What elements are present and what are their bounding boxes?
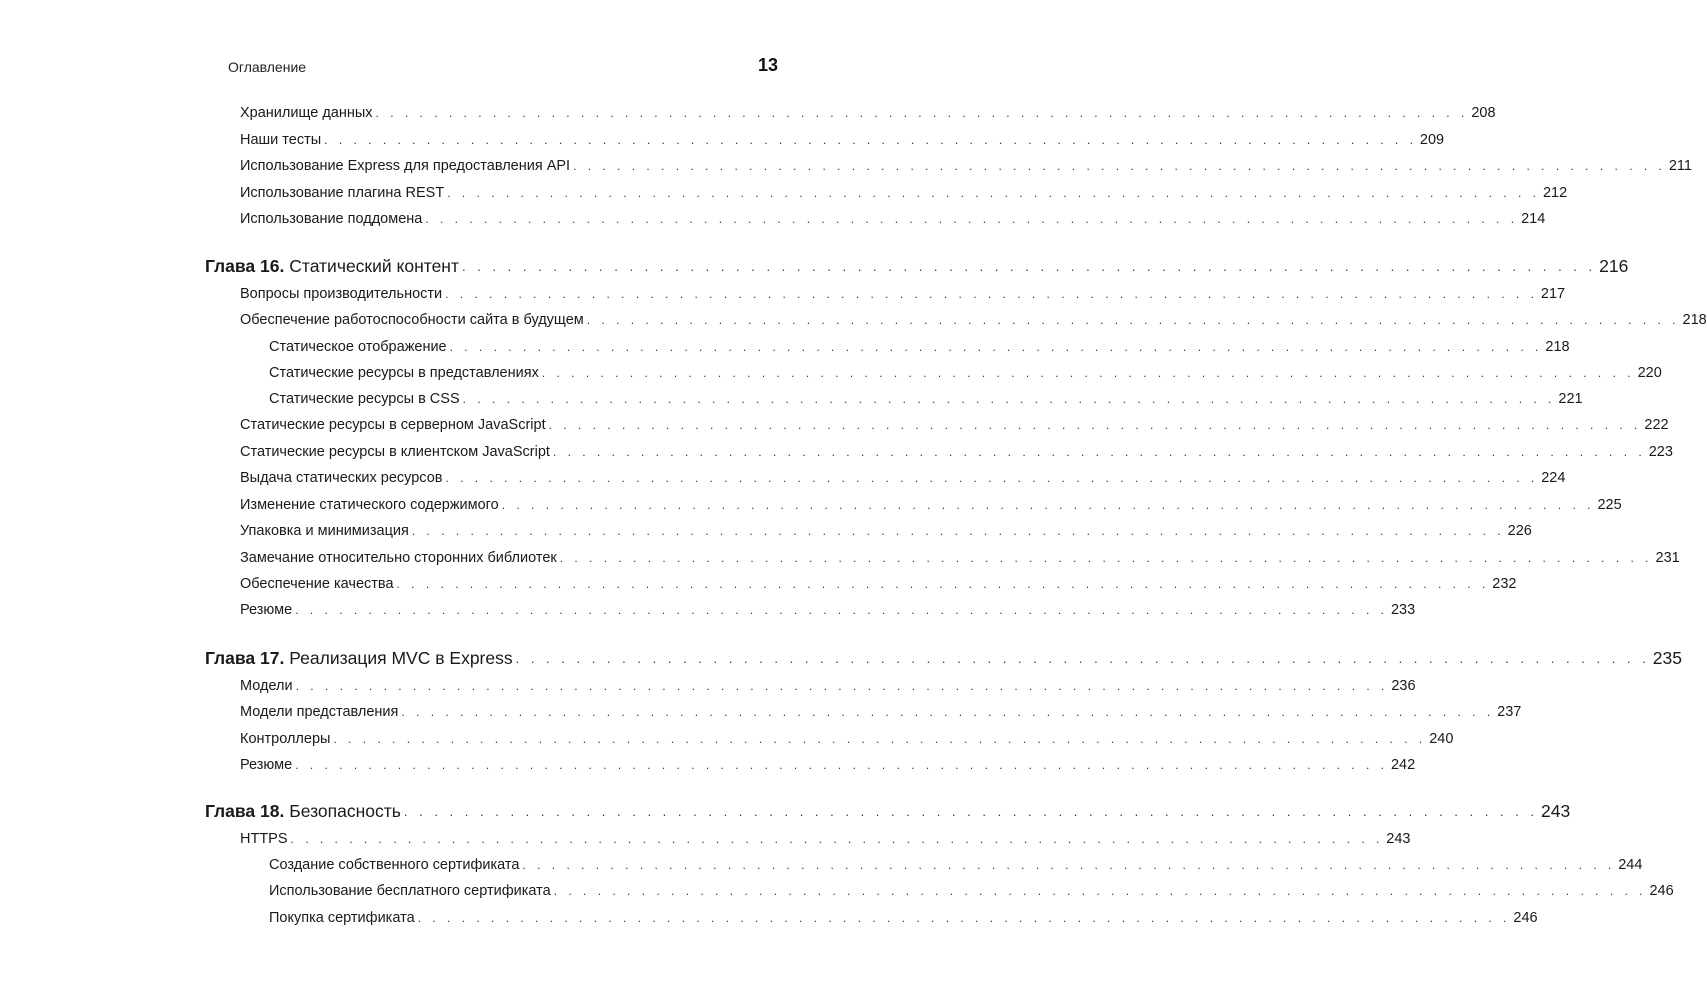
toc-chapter-16[interactable] — [205, 253, 1629, 277]
dot-leader: . . . . . . . . . . . . . . . . . . . . . . . . . . . . . . . . . . . . . . . . . . . . . . . . . . . . . . . . . . . . . . . . . . . . . . . . . . . — [295, 603, 1388, 617]
dot-leader: . . . . . . . . . . . . . . . . . . . . . . . . . . . . . . . . . . . . . . . . . . . . . . . . . . . . . . . . . . . . . . . . . . . . . . . . . . . — [295, 679, 1389, 693]
toc-entry-title: Статические ресурсы в клиентском JavaScript — [240, 444, 550, 460]
chapter-label: Глава 18. — [205, 801, 285, 821]
toc-entry-page: 212 — [1542, 185, 1568, 201]
toc-entry-title: Статические ресурсы в серверном JavaScript — [240, 417, 546, 433]
toc-entry-own-certificate[interactable] — [269, 852, 1643, 874]
toc-entry-title: Создание собственного сертификата — [269, 857, 520, 873]
toc-entry-https[interactable] — [240, 826, 1411, 848]
toc-entry-static-server-js[interactable] — [240, 412, 1669, 434]
dot-leader: . . . . . . . . . . . . . . . . . . . . . . . . . . . . . . . . . . . . . . . . . . . . . . . . . . . . . . . . . . . . . . . . . . . . . . . . . . . — [445, 471, 1539, 485]
toc-chapter-18[interactable] — [205, 798, 1571, 822]
toc-entry-title: Статические ресурсы в CSS — [269, 391, 460, 407]
dot-leader: . . . . . . . . . . . . . . . . . . . . . . . . . . . . . . . . . . . . . . . . . . . . . . . . . . . . . . . . . . . . . . . . . . . . . . . . . . . — [375, 106, 1469, 120]
toc-entry-page: 235 — [1652, 648, 1682, 668]
toc-entry-performance[interactable] — [240, 281, 1566, 303]
toc-entry-title: Использование бесплатного сертификата — [269, 883, 551, 899]
toc-entry-page: 240 — [1429, 731, 1454, 747]
dot-leader: . . . . . . . . . . . . . . . . . . . . . . . . . . . . . . . . . . . . . . . . . . . . . . . . . . . . . . . . . . . . . . . . . . . . . . . . . . . — [522, 858, 1616, 872]
dot-leader: . . . . . . . . . . . . . . . . . . . . . . . . . . . . . . . . . . . . . . . . . . . . . . . . . . . . . . . . . . . . . . . . . . . . . . . . . . . — [501, 498, 1595, 512]
dot-leader: . . . . . . . . . . . . . . . . . . . . . . . . . . . . . . . . . . . . . . . . . . . . . . . . . . . . . . . . . . . . . . . . . . . . . . . . . . . — [541, 366, 1635, 380]
toc-entry-page: 222 — [1644, 417, 1669, 433]
dot-leader: . . . . . . . . . . . . . . . . . . . . . . . . . . . . . . . . . . . . . . . . . . . . . . . . . . . . . . . . . . . . . . . . . . . . . . . . . . . — [461, 259, 1597, 274]
dot-leader: . . . . . . . . . . . . . . . . . . . . . . . . . . . . . . . . . . . . . . . . . . . . . . . . . . . . . . . . . . . . . . . . . . . . . . . . . . . — [462, 392, 1556, 406]
toc-entry-title: HTTPS — [240, 831, 288, 847]
toc-entry-title: Покупка сертификата — [269, 910, 415, 926]
toc-entry-page: 226 — [1507, 523, 1532, 539]
toc-entry-page: 233 — [1390, 602, 1416, 618]
toc-entry-title: Выдача статических ресурсов — [240, 470, 443, 486]
toc-entry-future-proofing[interactable] — [240, 307, 1707, 329]
dot-leader: . . . . . . . . . . . . . . . . . . . . . . . . . . . . . . . . . . . . . . . . . . . . . . . . . . . . . . . . . . . . . . . . . . . . . . . . . . . — [417, 911, 1511, 925]
toc-entry-static-in-css[interactable] — [269, 386, 1583, 408]
toc-entry-title: Изменение статического содержимого — [240, 497, 499, 513]
toc-entry-page: 221 — [1558, 391, 1583, 407]
toc-entry-title: Использование Express для предоставления API — [240, 158, 571, 174]
toc-entry-title: Замечание относительно сторонних библиотек — [240, 550, 557, 566]
chapter-heading — [205, 801, 401, 822]
dot-leader: . . . . . . . . . . . . . . . . . . . . . . . . . . . . . . . . . . . . . . . . . . . . . . . . . . . . . . . . . . . . . . . . . . . . . . . . . . . — [515, 651, 1650, 666]
chapter-heading — [205, 648, 513, 669]
toc-entry-page: 216 — [1599, 256, 1629, 276]
toc-entry-page: 236 — [1391, 678, 1416, 694]
toc-entry-title: Модели — [240, 678, 293, 694]
toc-entry-page: 246 — [1513, 910, 1538, 926]
toc-entry-title: Статические ресурсы в представлениях — [269, 365, 539, 381]
dot-leader: . . . . . . . . . . . . . . . . . . . . . . . . . . . . . . . . . . . . . . . . . . . . . . . . . . . . . . . . . . . . . . . . . . . . . . . . . . . — [553, 884, 1647, 898]
toc-entry-title: Контроллеры — [240, 731, 331, 747]
dot-leader: . . . . . . . . . . . . . . . . . . . . . . . . . . . . . . . . . . . . . . . . . . . . . . . . . . . . . . . . . . . . . . . . . . . . . . . . . . . — [324, 133, 1417, 147]
toc-entry-title: Резюме — [240, 757, 293, 773]
toc-entry-page: 243 — [1386, 831, 1411, 847]
toc-entry-buy-certificate[interactable] — [269, 905, 1538, 927]
toc-entry-page: 211 — [1668, 158, 1692, 174]
dot-leader: . . . . . . . . . . . . . . . . . . . . . . . . . . . . . . . . . . . . . . . . . . . . . . . . . . . . . . . . . . . . . . . . . . . . . . . . . . . — [548, 418, 1642, 432]
dot-leader: . . . . . . . . . . . . . . . . . . . . . . . . . . . . . . . . . . . . . . . . . . . . . . . . . . . . . . . . . . . . . . . . . . . . . . . . . . . — [295, 758, 1388, 772]
toc-entry-title: Статическое отображение — [269, 339, 447, 355]
toc-entry-page: 242 — [1390, 757, 1416, 773]
toc-entry-page: 246 — [1649, 883, 1674, 899]
dot-leader: . . . . . . . . . . . . . . . . . . . . . . . . . . . . . . . . . . . . . . . . . . . . . . . . . . . . . . . . . . . . . . . . . . . . . . . . . . . — [401, 705, 1495, 719]
page-number: 13 — [757, 55, 778, 75]
toc-entry-page: 218 — [1682, 312, 1707, 328]
toc-entry-static-in-views[interactable] — [269, 360, 1662, 382]
chapter-heading — [205, 256, 459, 277]
toc-entry-page: 217 — [1540, 286, 1566, 302]
dot-leader: . . . . . . . . . . . . . . . . . . . . . . . . . . . . . . . . . . . . . . . . . . . . . . . . . . . . . . . . . . . . . . . . . . . . . . . . . . . — [447, 186, 1540, 200]
toc-entry-page: 231 — [1655, 550, 1680, 566]
toc-entry-title: Обеспечение работоспособности сайта в будущем — [240, 312, 584, 328]
toc-entry-bundling[interactable] — [240, 518, 1532, 540]
dot-leader: . . . . . . . . . . . . . . . . . . . . . . . . . . . . . . . . . . . . . . . . . . . . . . . . . . . . . . . . . . . . . . . . . . . . . . . . . . . — [403, 804, 1539, 819]
toc-entry-title: Хранилище данных — [240, 105, 373, 121]
toc-entry-static-mapping[interactable] — [269, 334, 1570, 356]
dot-leader: . . . . . . . . . . . . . . . . . . . . . . . . . . . . . . . . . . . . . . . . . . . . . . . . . . . . . . . . . . . . . . . . . . . . . . . . . . . — [445, 287, 1538, 301]
toc-entry-third-party[interactable] — [240, 545, 1680, 567]
toc-chapter-17[interactable] — [205, 645, 1682, 669]
toc-entry-page: 208 — [1471, 105, 1496, 121]
toc-entry-summary-16[interactable] — [240, 597, 1416, 619]
dot-leader: . . . . . . . . . . . . . . . . . . . . . . . . . . . . . . . . . . . . . . . . . . . . . . . . . . . . . . . . . . . . . . . . . . . . . . . . . . . — [573, 159, 1666, 173]
chapter-label: Глава 16. — [205, 256, 285, 276]
running-header: Оглавление — [228, 59, 307, 75]
dot-leader: . . . . . . . . . . . . . . . . . . . . . . . . . . . . . . . . . . . . . . . . . . . . . . . . . . . . . . . . . . . . . . . . . . . . . . . . . . . — [552, 445, 1646, 459]
toc-entry-changing-static[interactable] — [240, 492, 1622, 514]
toc-entry-title: Вопросы производительности — [240, 286, 443, 302]
toc-entry-title: Использование плагина REST — [240, 185, 445, 201]
toc-entry-title: Использование поддомена — [240, 211, 423, 227]
dot-leader: . . . . . . . . . . . . . . . . . . . . . . . . . . . . . . . . . . . . . . . . . . . . . . . . . . . . . . . . . . . . . . . . . . . . . . . . . . . — [290, 832, 1384, 846]
dot-leader: . . . . . . . . . . . . . . . . . . . . . . . . . . . . . . . . . . . . . . . . . . . . . . . . . . . . . . . . . . . . . . . . . . . . . . . . . . . — [559, 551, 1653, 565]
toc-entry-page: 209 — [1419, 132, 1445, 148]
dot-leader: . . . . . . . . . . . . . . . . . . . . . . . . . . . . . . . . . . . . . . . . . . . . . . . . . . . . . . . . . . . . . . . . . . . . . . . . . . . — [425, 212, 1519, 226]
toc-entry-page: 243 — [1541, 801, 1571, 821]
chapter-title: Статический контент — [289, 256, 459, 276]
toc-entry-view-models[interactable] — [240, 699, 1522, 721]
toc-entry-subdomain[interactable] — [240, 206, 1546, 228]
chapter-label: Глава 17. — [205, 648, 285, 668]
dot-leader: . . . . . . . . . . . . . . . . . . . . . . . . . . . . . . . . . . . . . . . . . . . . . . . . . . . . . . . . . . . . . . . . . . . . . . . . . . . — [411, 524, 1505, 538]
toc-entry-title: Упаковка и минимизация — [240, 523, 409, 539]
toc-entry-our-tests[interactable] — [240, 127, 1445, 149]
dot-leader: . . . . . . . . . . . . . . . . . . . . . . . . . . . . . . . . . . . . . . . . . . . . . . . . . . . . . . . . . . . . . . . . . . . . . . . . . . . — [333, 732, 1427, 746]
toc-entry-static-client-js[interactable] — [240, 439, 1673, 461]
toc-entry-title: Модели представления — [240, 704, 399, 720]
toc-entry-page: 224 — [1541, 470, 1566, 486]
toc-entry-page: 220 — [1637, 365, 1662, 381]
toc-entry-qa[interactable] — [240, 571, 1517, 593]
toc-entry-page: 237 — [1497, 704, 1522, 720]
toc-entry-models[interactable] — [240, 673, 1416, 695]
toc-entry-title: Обеспечение качества — [240, 576, 394, 592]
dot-leader: . . . . . . . . . . . . . . . . . . . . . . . . . . . . . . . . . . . . . . . . . . . . . . . . . . . . . . . . . . . . . . . . . . . . . . . . . . . — [396, 577, 1490, 591]
toc-entry-express-api[interactable] — [240, 153, 1692, 175]
toc-entry-page: 232 — [1492, 576, 1517, 592]
toc-entry-free-certificate[interactable] — [269, 878, 1674, 900]
toc-entry-rest-plugin[interactable] — [240, 180, 1568, 202]
toc-entry-page: 223 — [1648, 444, 1673, 460]
toc-entry-controllers[interactable] — [240, 726, 1454, 748]
toc-entry-page: 244 — [1618, 857, 1643, 873]
dot-leader: . . . . . . . . . . . . . . . . . . . . . . . . . . . . . . . . . . . . . . . . . . . . . . . . . . . . . . . . . . . . . . . . . . . . . . . . . . . — [586, 313, 1680, 327]
chapter-title: Реализация MVC в Express — [289, 648, 513, 668]
chapter-title: Безопасность — [289, 801, 401, 821]
toc-entry-data-storage[interactable] — [240, 100, 1496, 122]
toc-entry-serving-static[interactable] — [240, 465, 1566, 487]
toc-entry-title: Резюме — [240, 602, 293, 618]
toc-entry-title: Наши тесты — [240, 132, 322, 148]
toc-entry-page: 214 — [1521, 211, 1546, 227]
toc-entry-page: 225 — [1597, 497, 1622, 513]
dot-leader: . . . . . . . . . . . . . . . . . . . . . . . . . . . . . . . . . . . . . . . . . . . . . . . . . . . . . . . . . . . . . . . . . . . . . . . . . . . — [449, 340, 1543, 354]
toc-entry-summary-17[interactable] — [240, 752, 1416, 774]
toc-entry-page: 218 — [1545, 339, 1570, 355]
